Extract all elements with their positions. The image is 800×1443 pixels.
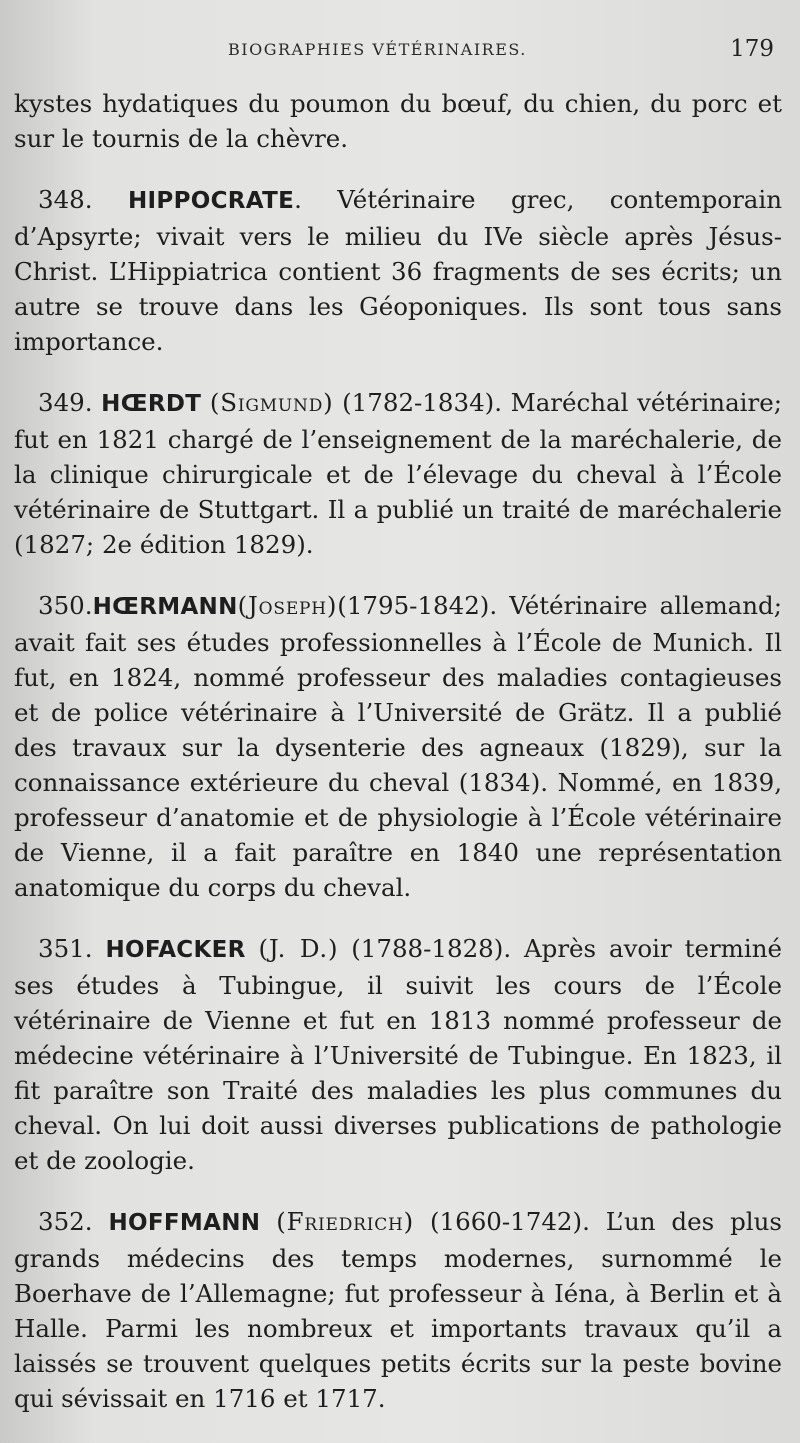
entry-351 <box>14 931 782 1178</box>
entry-name: HŒRMANN <box>92 594 238 620</box>
running-title: BIOGRAPHIES VÉTÉRINAIRES. <box>228 40 527 59</box>
entry-given-name: (Friedrich) <box>276 1207 415 1236</box>
entry-number: 352. <box>38 1207 93 1236</box>
page-body <box>14 86 782 1442</box>
entry-text: . Vétérinaire grec, contemporain d’Apsyrte; vivait vers le milieu du IVe siècle après Jésus-Christ. L’Hippiatrica contient 36 fragments de ses écrits; un autre se trouve dans les Géoponiques. Ils sont tous sans importance. <box>14 185 783 356</box>
continuation-paragraph: kystes hydatiques du poumon du bœuf, du chien, du porc et sur le tournis de la chèvre. <box>14 89 782 153</box>
entry-name: HOFFMANN <box>108 1210 261 1236</box>
entry-text: (1782-1834). Maréchal vétérinaire; fut en 1821 chargé de l’enseignement de la maréchalerie, de la clinique chirurgicale et de l’élevage du cheval à l’École vétérinaire de Stuttgart. Il a publié un traité de maréchalerie (1827; 2e édition 1829). <box>14 388 782 559</box>
entry-number: 351. <box>38 934 93 963</box>
page-number: 179 <box>730 36 774 62</box>
entry-349 <box>14 385 782 562</box>
entry-text: (1788-1828). Après avoir terminé ses études à Tubingue, il suivit les cours de l’École vétérinaire de Vienne et fut en 1813 nommé professeur de médecine vétérinaire à l’Université de Tubingue. En 1823, il fit paraître son Traité des maladies les plus communes du cheval. On lui doit aussi diverses publications de pathologie et de zoologie. <box>14 934 782 1175</box>
entry-350 <box>14 588 782 905</box>
entry-348 <box>14 182 782 359</box>
entry-number: 349. <box>38 388 93 417</box>
entry-text: (1660-1742). L’un des plus grands médecins des temps modernes, surnommé le Boerhave de l’Allemagne; fut professeur à Iéna, à Berlin et à Halle. Parmi les nombreux et importants travaux qu’il a laissés se trouvent quelques petits écrits sur la peste bovine qui sévissait en 1716 et 1717. <box>14 1207 782 1413</box>
entry-name: HOFACKER <box>105 937 246 963</box>
page-header <box>0 36 800 66</box>
entry-number: 348. <box>38 185 93 214</box>
entry-given-name: (J. D.) <box>258 934 339 963</box>
entry-text: (1795-1842). Vétérinaire allemand; avait fait ses études professionnelles à l’École de Munich. Il fut, en 1824, nommé professeur des maladies contagieuses et de police vétérinaire à l’Université de Grätz. Il a publié des travaux sur la dysenterie des agneaux (1829), sur la connaissance extérieure du cheval (1834). Nommé, en 1839, professeur d’anatomie et de physiologie à l’École vétérinaire de Vienne, il a fait paraître en 1840 une représentation anatomique du corps du cheval. <box>14 591 782 902</box>
entry-given-name: (Joseph) <box>237 591 338 620</box>
entry-number: 350. <box>38 591 93 620</box>
entry-given-name: (Sigmund) <box>209 388 334 417</box>
entry-name: HIPPOCRATE <box>128 188 295 214</box>
entry-352 <box>14 1204 782 1416</box>
entry-name: HŒRDT <box>101 391 202 417</box>
